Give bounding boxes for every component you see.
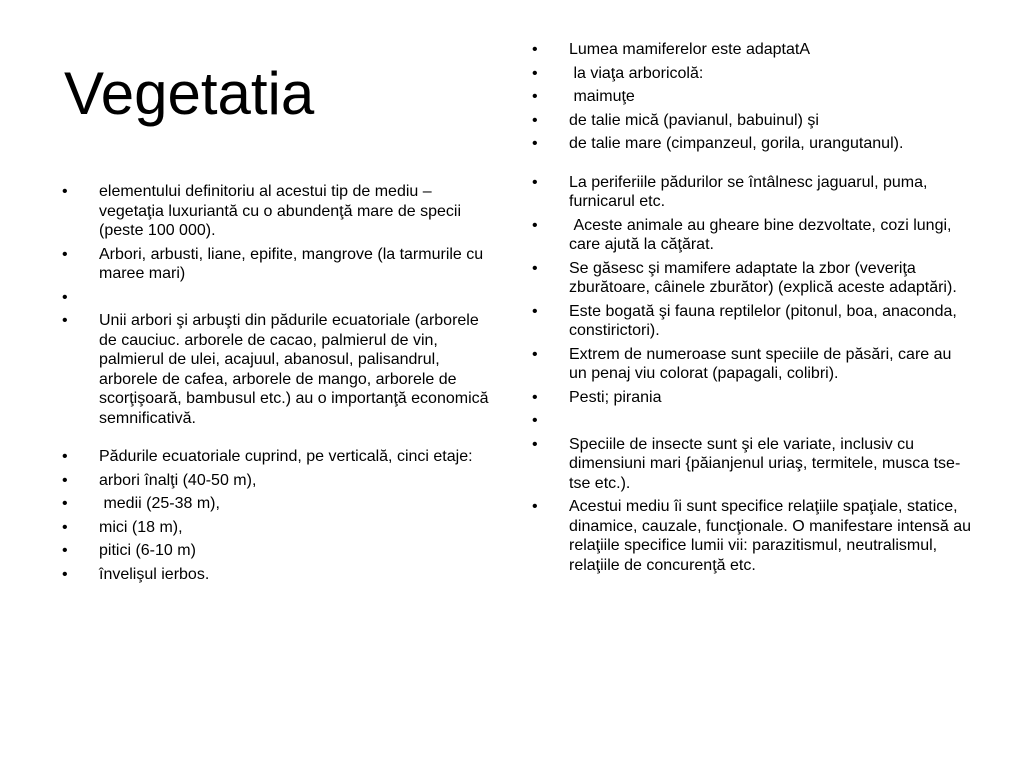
list-item (62, 565, 494, 585)
list-item (532, 435, 972, 494)
right-bullet-list (532, 40, 976, 579)
list-item (62, 182, 494, 241)
list-item (62, 311, 494, 428)
list-item-text: Lumea mamiferelor este adaptatA (569, 41, 811, 58)
list-item-text: elementului definitoriu al acestui tip de mediu – vegetaţia luxuriantă cu o abundenţă mare de specii (peste 100 000). (99, 183, 466, 239)
list-item-text: la viaţa arboricolă: (569, 64, 704, 82)
list-item-text: Extrem de numeroase sunt speciile de păsări, care au un penaj viu colorat (papagali, colibri). (569, 345, 956, 382)
list-item (62, 494, 494, 514)
list-item (532, 216, 972, 255)
list-item (532, 259, 972, 298)
list-item (532, 302, 972, 341)
list-item (532, 134, 972, 154)
list-item-text: Arbori, arbusti, liane, epifite, mangrove (la tarmurile cu maree mari) (99, 245, 488, 282)
list-item (62, 471, 494, 491)
list-item-text: medii (25-38 m), (99, 495, 220, 512)
list-item-text: pitici (6-10 m) (99, 542, 196, 559)
list-item (532, 64, 972, 84)
list-item-text: La periferiile pădurilor se întâlnesc jaguarul, puma, furnicarul etc. (569, 173, 932, 210)
list-item-text: Este bogată şi fauna reptilelor (pitonul, boa, anaconda, constirictori). (569, 302, 962, 339)
list-item-text: de talie mare (cimpanzeul, gorila, urangutanul). (569, 135, 904, 152)
left-bullet-list (62, 182, 494, 588)
list-item (532, 388, 972, 408)
list-item (62, 447, 494, 467)
list-item (532, 173, 972, 212)
list-item (532, 40, 972, 60)
list-item-text: Speciile de insecte sunt şi ele variate, inclusiv cu dimensiuni mari {păianjenul uriaş, termitele, musca tse-tse etc.). (569, 435, 961, 492)
list-item-text: Pesti; pirania (569, 388, 662, 406)
list-item (62, 541, 494, 561)
list-item-text: învelişul ierbos. (99, 565, 210, 583)
list-item (532, 497, 976, 575)
list-item (62, 518, 494, 538)
list-item-text: de talie mică (pavianul, babuinul) şi (569, 111, 819, 129)
list-item-text: mici (18 m), (99, 518, 183, 536)
list-item (532, 345, 972, 384)
list-item-text: arbori înalţi (40-50 m), (99, 471, 257, 489)
list-item (532, 411, 972, 431)
list-item (532, 111, 972, 131)
list-item-text: maimuţe (569, 88, 635, 105)
list-item-text: Pădurile ecuatoriale cuprind, pe verticală, cinci etaje: (99, 448, 473, 465)
list-item (532, 87, 972, 107)
list-item-text: Aceste animale au gheare bine dezvoltate, cozi lungi, care ajută la căţărat. (569, 216, 956, 253)
list-item-text: Acestui mediu îi sunt specifice relaţiile spaţiale, statice, dinamice, cauzale, funcţionale. O manifestare intensă au relaţiile specifice lumii vii: parazitismul, neutralismul, relaţiile de concurenţă etc. (569, 498, 976, 574)
list-item-text: Se găsesc şi mamifere adaptate la zbor (veveriţa zburătoare, câinele zburător) (explică aceste adaptări). (569, 259, 957, 296)
list-item-text: Unii arbori şi arbuşti din pădurile ecuatoriale (arborele de cauciuc. arborele de cacao, palmierul de vin, palmierul de ulei, acajuul, abanosul, palisandrul, arborele de cafea, arborele de mango, arborele de scorţişoară, bambusul etc.) au o importanţă economică semnificativă. (99, 312, 493, 427)
slide-title: Vegetatia (64, 60, 315, 127)
list-item (62, 288, 494, 308)
list-item (62, 245, 494, 284)
